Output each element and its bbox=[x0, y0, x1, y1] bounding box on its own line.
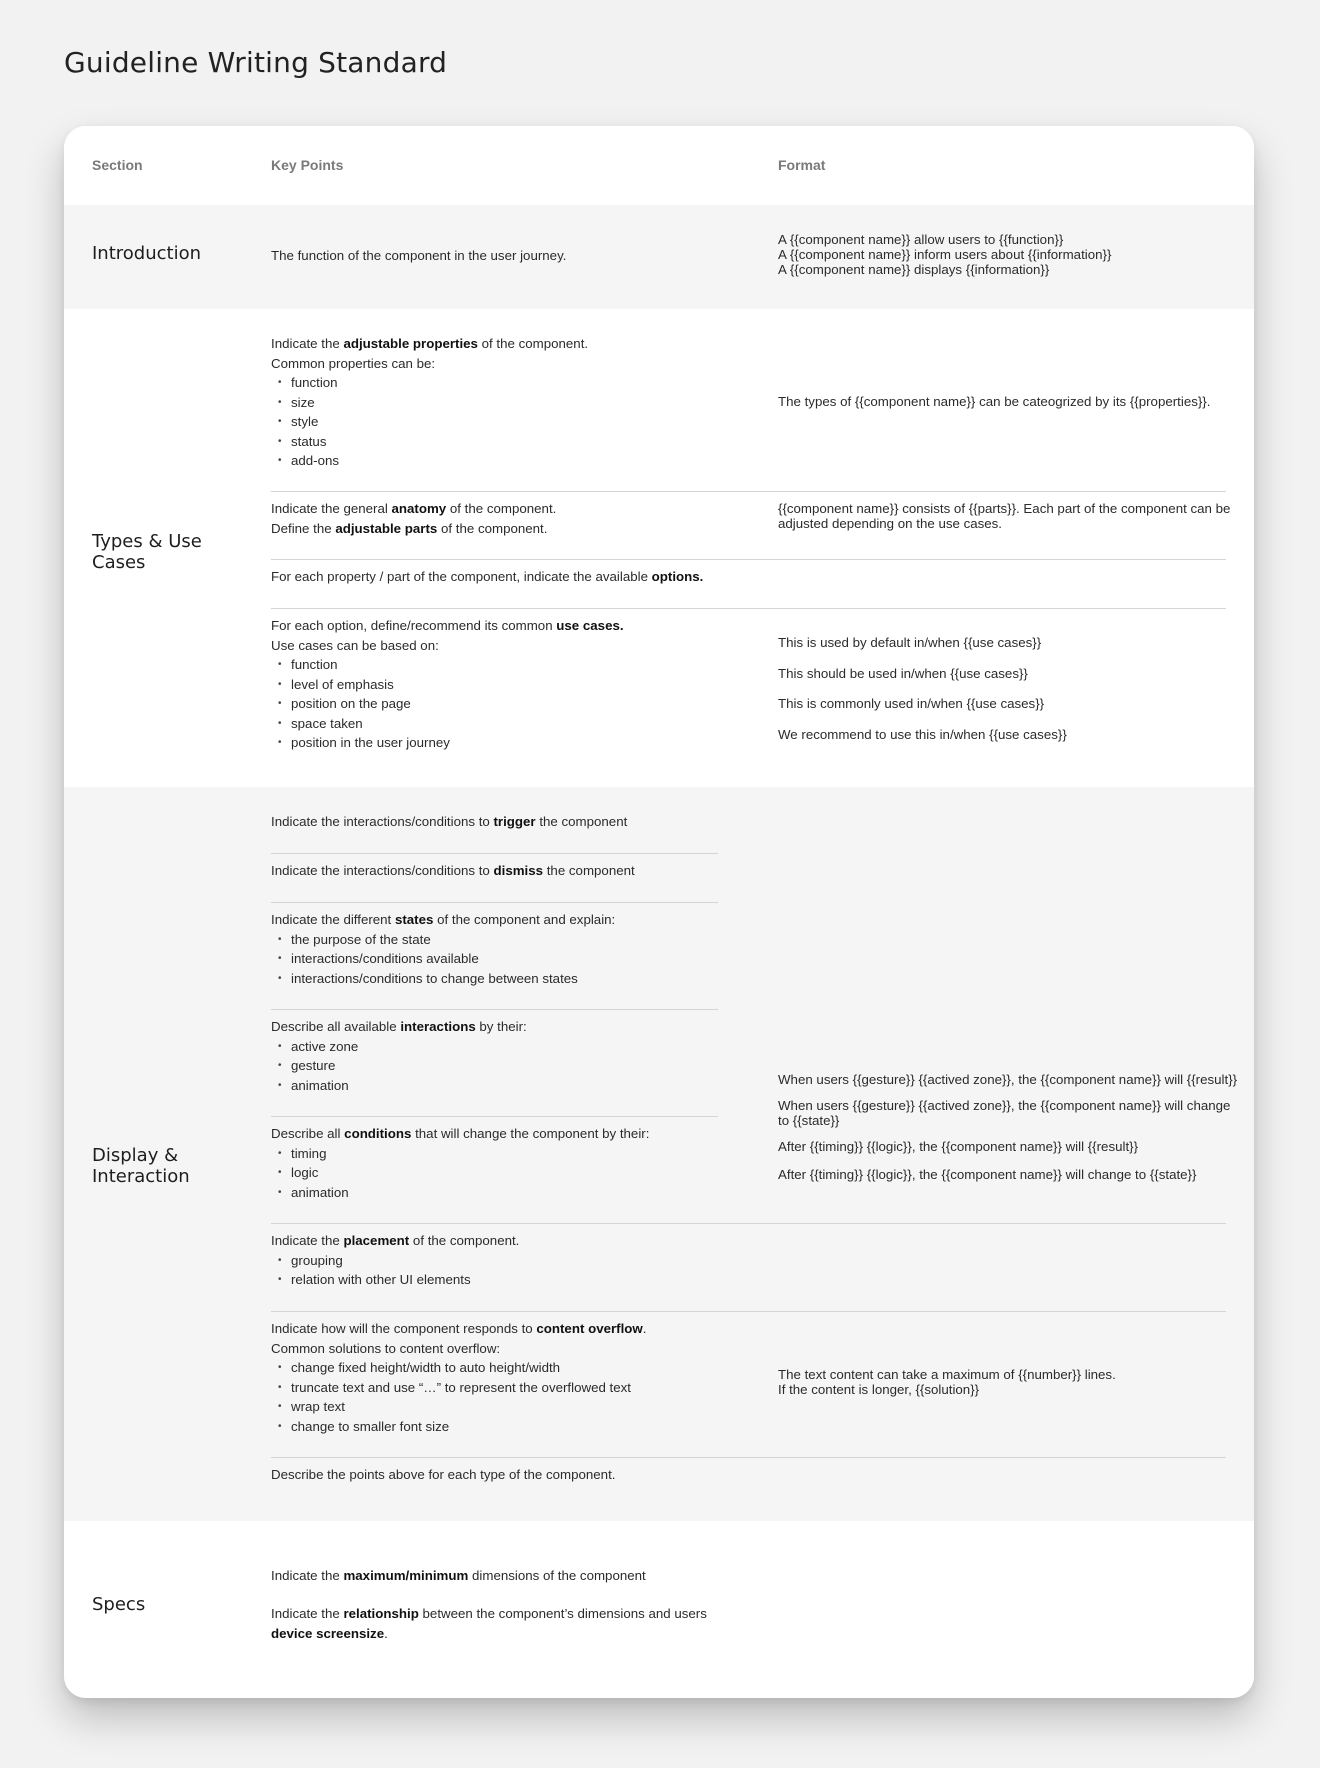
row-divider bbox=[271, 1457, 1226, 1458]
list-item: • logic bbox=[271, 1163, 649, 1183]
list-item: • the purpose of the state bbox=[271, 930, 615, 950]
guideline-table-card bbox=[64, 126, 1254, 1698]
section-title-specs: Specs bbox=[92, 1594, 146, 1615]
bullet-list bbox=[271, 1037, 527, 1096]
key-point bbox=[271, 1604, 707, 1643]
list-item: • add-ons bbox=[271, 451, 588, 471]
format-line: This is commonly used in/when {{use cases}} bbox=[778, 696, 1045, 711]
format-text bbox=[778, 628, 1238, 750]
list-item: • active zone bbox=[271, 1037, 527, 1057]
row-divider bbox=[271, 1311, 1226, 1312]
list-item: • function bbox=[271, 655, 624, 675]
format-line: {{component name}} consists of {{parts}}. Each part of the component can be adjusted depending on the use cases. bbox=[778, 501, 1231, 531]
key-point bbox=[271, 616, 624, 753]
row-divider bbox=[271, 853, 718, 854]
bullet-list bbox=[271, 655, 624, 753]
key-point bbox=[271, 812, 627, 832]
format-line: A {{component name}} allow users to {{function}} bbox=[778, 232, 1064, 247]
key-point bbox=[271, 861, 635, 881]
format-text bbox=[778, 232, 1238, 277]
key-point-text: Indicate the adjustable properties of the component. bbox=[271, 336, 589, 351]
format-line: If the content is longer, {{solution}} bbox=[778, 1382, 980, 1397]
key-point-text: Indicate the relationship between the component’s dimensions and users bbox=[271, 1606, 707, 1621]
bullet-list bbox=[271, 1144, 649, 1203]
format-line: The text content can take a maximum of {{number}} lines. bbox=[778, 1367, 1116, 1382]
format-line: This should be used in/when {{use cases}} bbox=[778, 665, 1028, 681]
key-point-text: Common solutions to content overflow: bbox=[271, 1340, 501, 1356]
key-point-text: device screensize. bbox=[271, 1625, 388, 1641]
bullet-list bbox=[271, 1251, 519, 1290]
row-divider bbox=[271, 491, 1226, 492]
bullet-list bbox=[271, 373, 588, 471]
key-point-text: For each option, define/recommend its common use cases. bbox=[271, 618, 624, 633]
row-divider bbox=[271, 608, 1226, 609]
key-point-text: Indicate how will the component responds to content overflow. bbox=[271, 1321, 647, 1336]
format-line: After {{timing}} {{logic}}, the {{component name}} will {{result}} bbox=[778, 1139, 1139, 1154]
key-point-text: Indicate the interactions/conditions to dismiss the component bbox=[271, 863, 635, 878]
key-point-text: Indicate the maximum/minimum dimensions of the component bbox=[271, 1568, 646, 1583]
format-line: This is used by default in/when {{use cases}} bbox=[778, 635, 1042, 650]
format-line: A {{component name}} displays {{information}} bbox=[778, 262, 1050, 277]
key-point-text: Describe all available interactions by their: bbox=[271, 1019, 527, 1034]
page-title: Guideline Writing Standard bbox=[64, 46, 448, 79]
list-item: • animation bbox=[271, 1183, 649, 1203]
row-divider bbox=[271, 1116, 718, 1117]
header-section: Section bbox=[92, 157, 143, 173]
list-item: • animation bbox=[271, 1076, 527, 1096]
list-item: • function bbox=[271, 373, 588, 393]
key-point bbox=[271, 910, 615, 988]
list-item: • position in the user journey bbox=[271, 733, 624, 753]
key-point-text: Indicate the different states of the component and explain: bbox=[271, 912, 616, 927]
key-point-text: Describe the points above for each type of the component. bbox=[271, 1467, 616, 1482]
key-point bbox=[271, 334, 588, 471]
key-point bbox=[271, 1017, 527, 1095]
key-point bbox=[271, 499, 556, 538]
introduction-row bbox=[64, 205, 1254, 309]
format-line: When users {{gesture}} {{actived zone}}, the {{component name}} will {{result}} bbox=[778, 1072, 1238, 1087]
key-point-text: Indicate the placement of the component. bbox=[271, 1233, 520, 1248]
key-point-text: Indicate the interactions/conditions to trigger the component bbox=[271, 814, 628, 829]
row-divider bbox=[271, 559, 1226, 560]
bullet-list bbox=[271, 1358, 646, 1436]
list-item: • gesture bbox=[271, 1056, 527, 1076]
list-item: • level of emphasis bbox=[271, 675, 624, 695]
list-item: • wrap text bbox=[271, 1397, 646, 1417]
key-point bbox=[271, 1566, 646, 1586]
types-use-cases-row bbox=[64, 309, 1254, 787]
specs-row bbox=[64, 1521, 1254, 1698]
list-item: • status bbox=[271, 432, 588, 452]
list-item: • style bbox=[271, 412, 588, 432]
header-format: Format bbox=[778, 157, 826, 173]
list-item: • interactions/conditions to change between states bbox=[271, 969, 615, 989]
key-point-text: Define the adjustable parts of the component. bbox=[271, 520, 548, 536]
list-item: • interactions/conditions available bbox=[271, 949, 615, 969]
key-point-text: Use cases can be based on: bbox=[271, 637, 439, 653]
format-text bbox=[778, 392, 1238, 412]
section-title-display: Display & Interaction bbox=[92, 1145, 190, 1187]
key-point-text: Common properties can be: bbox=[271, 355, 436, 371]
list-item: • change to smaller font size bbox=[271, 1417, 646, 1437]
format-line: When users {{gesture}} {{actived zone}}, the {{component name}} will change to {{state}} bbox=[778, 1098, 1231, 1128]
section-title-types: Types & Use Cases bbox=[92, 531, 202, 573]
display-interaction-row bbox=[64, 787, 1254, 1521]
format-line: After {{timing}} {{logic}}, the {{component name}} will change to {{state}} bbox=[778, 1167, 1197, 1182]
list-item: • timing bbox=[271, 1144, 649, 1164]
key-point bbox=[271, 1319, 646, 1436]
key-point-text: The function of the component in the user journey. bbox=[271, 248, 567, 263]
format-text bbox=[778, 501, 1238, 531]
bullet-list bbox=[271, 930, 615, 989]
format-line: We recommend to use this in/when {{use cases}} bbox=[778, 726, 1067, 742]
key-point-text: Indicate the general anatomy of the component. bbox=[271, 501, 557, 516]
section-title-introduction: Introduction bbox=[92, 243, 202, 264]
row-divider bbox=[271, 1009, 718, 1010]
format-text bbox=[778, 1367, 1238, 1397]
format-line: A {{component name}} inform users about {{information}} bbox=[778, 247, 1112, 262]
list-item: • size bbox=[271, 393, 588, 413]
format-text bbox=[778, 1072, 1238, 1182]
list-item: • change fixed height/width to auto height/width bbox=[271, 1358, 646, 1378]
key-point-text: Describe all conditions that will change the component by their: bbox=[271, 1126, 650, 1141]
list-item: • relation with other UI elements bbox=[271, 1270, 519, 1290]
key-point bbox=[271, 1465, 615, 1485]
header-key-points: Key Points bbox=[271, 157, 344, 173]
key-point bbox=[271, 246, 566, 266]
list-item: • space taken bbox=[271, 714, 624, 734]
key-point-text: For each property / part of the component, indicate the available options. bbox=[271, 569, 704, 584]
key-point bbox=[271, 1124, 649, 1202]
list-item: • truncate text and use “…” to represent the overflowed text bbox=[271, 1378, 646, 1398]
table-header bbox=[64, 126, 1254, 205]
format-line: The types of {{component name}} can be cateogrized by its {{properties}}. bbox=[778, 394, 1211, 409]
list-item: • grouping bbox=[271, 1251, 519, 1271]
key-point bbox=[271, 567, 703, 587]
row-divider bbox=[271, 902, 718, 903]
list-item: • position on the page bbox=[271, 694, 624, 714]
key-point bbox=[271, 1231, 519, 1290]
row-divider bbox=[271, 1223, 1226, 1224]
